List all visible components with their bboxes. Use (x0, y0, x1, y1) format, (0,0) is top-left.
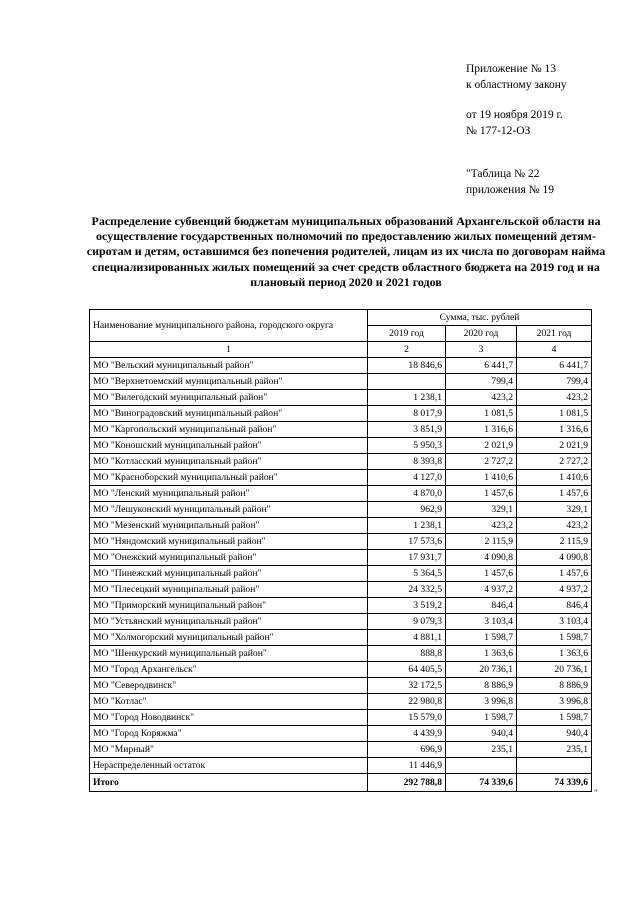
table-row (90, 566, 592, 582)
law-number: № 177-12-ОЗ (466, 125, 531, 137)
table-row (90, 406, 592, 422)
amount-2019: 22 980,8 (368, 694, 446, 710)
table-row (90, 486, 592, 502)
subvention-table (89, 309, 592, 792)
amount-2020: 1 363,6 (446, 646, 517, 662)
table-annex-ref: приложения № 19 (466, 184, 554, 196)
table-row (90, 358, 592, 374)
amount-2020: 940,4 (446, 726, 517, 742)
col-number-1: 1 (90, 342, 368, 358)
amount-2019: 696,9 (368, 742, 446, 758)
table-number: "Таблица № 22 (466, 168, 540, 180)
amount-2021: 940,4 (517, 726, 592, 742)
municipality-name: МО "Лешуконский муниципальный район" (90, 502, 368, 518)
amount-2019: 3 851,9 (368, 422, 446, 438)
amount-2020: 6 441,7 (446, 358, 517, 374)
table-row (90, 678, 592, 694)
amount-2020: 329,1 (446, 502, 517, 518)
document-title: Распределение субвенций бюджетам муниципальных образований Архангельской области на осуществление государственных полномочий по предоставлению жилых помещений детям-сиротам и детям, оставшимся без попечения родителей, лицам из их числа по договорам найма специализированных жилых помещений за счет средств областного бюджета на 2019 год и на плановый период 2020 и 2021 годов (86, 214, 606, 289)
law-date: от 19 ноября 2019 г. (466, 109, 563, 121)
table-row (90, 534, 592, 550)
municipality-name: МО "Город Коряжма" (90, 726, 368, 742)
amount-2019: 8 017,9 (368, 406, 446, 422)
table-row (90, 694, 592, 710)
table-row (90, 470, 592, 486)
table-row (90, 630, 592, 646)
amount-2019: 1 238,1 (368, 390, 446, 406)
municipality-name: МО "Вельский муниципальный район" (90, 358, 368, 374)
amount-2020: 8 886,9 (446, 678, 517, 694)
amount-2021: 2 727,2 (517, 454, 592, 470)
table-row (90, 598, 592, 614)
municipality-name: МО "Ленский муниципальный район" (90, 486, 368, 502)
amount-2019: 8 393,8 (368, 454, 446, 470)
amount-2019: 4 870,0 (368, 486, 446, 502)
amount-2020: 2 727,2 (446, 454, 517, 470)
table-row (90, 726, 592, 742)
amount-2021: 6 441,7 (517, 358, 592, 374)
amount-2021: 1 457,6 (517, 566, 592, 582)
total-row (90, 774, 592, 792)
municipality-name: МО "Котлас" (90, 694, 368, 710)
amount-2021: 1 457,6 (517, 486, 592, 502)
amount-2020: 4 090,8 (446, 550, 517, 566)
amount-2020: 1 457,6 (446, 486, 517, 502)
table-row (90, 454, 592, 470)
table-row (90, 662, 592, 678)
amount-2020: 846,4 (446, 598, 517, 614)
amount-2020: 3 996,8 (446, 694, 517, 710)
amount-2020: 3 103,4 (446, 614, 517, 630)
amount-2021: 1 316,6 (517, 422, 592, 438)
table-row (90, 710, 592, 726)
header-year-2021: 2021 год (517, 326, 592, 342)
amount-2021: 329,1 (517, 502, 592, 518)
amount-2021: 2 021,9 (517, 438, 592, 454)
amount-2020: 1 598,7 (446, 630, 517, 646)
amount-2021: 4 090,8 (517, 550, 592, 566)
amount-2019: 64 405,5 (368, 662, 446, 678)
amount-2020: 1 410,6 (446, 470, 517, 486)
amount-2021: 1 410,6 (517, 470, 592, 486)
amount-2020: 423,2 (446, 390, 517, 406)
municipality-name: МО "Пинежский муниципальный район" (90, 566, 368, 582)
table-row (90, 742, 592, 758)
amount-2019: 4 127,0 (368, 470, 446, 486)
amount-2020: 1 081,5 (446, 406, 517, 422)
header-year-2020: 2020 год (446, 326, 517, 342)
amount-2021: 235,1 (517, 742, 592, 758)
amount-2021: 2 115,9 (517, 534, 592, 550)
amount-2020: 423,2 (446, 518, 517, 534)
col-number-2: 2 (368, 342, 446, 358)
municipality-name: МО "Мезенский муниципальный район" (90, 518, 368, 534)
amount-2019: 17 931,7 (368, 550, 446, 566)
amount-2019: 5 364,5 (368, 566, 446, 582)
municipality-name: МО "Каргопольский муниципальный район" (90, 422, 368, 438)
amount-2021 (517, 758, 592, 774)
table-row (90, 422, 592, 438)
col-number-4: 4 (517, 342, 592, 358)
amount-2021: 846,4 (517, 598, 592, 614)
total-label: Итого (90, 774, 368, 792)
annex-law-ref: к областному закону (466, 79, 567, 91)
amount-2021: 1 598,7 (517, 710, 592, 726)
amount-2021: 799,4 (517, 374, 592, 390)
municipality-name: Нераспределенный остаток (90, 758, 368, 774)
amount-2019: 18 846,6 (368, 358, 446, 374)
amount-2019: 9 079,3 (368, 614, 446, 630)
municipality-name: МО "Город Новодвинск" (90, 710, 368, 726)
table-row (90, 502, 592, 518)
total-2021: 74 339,6 (517, 774, 592, 792)
municipality-name: МО "Котласский муниципальный район" (90, 454, 368, 470)
amount-2021: 1 363,6 (517, 646, 592, 662)
municipality-name: МО "Мирный" (90, 742, 368, 758)
amount-2020: 1 316,6 (446, 422, 517, 438)
amount-2019: 24 332,5 (368, 582, 446, 598)
annex-number: Приложение № 13 (466, 63, 556, 75)
amount-2021: 20 736,1 (517, 662, 592, 678)
amount-2020: 235,1 (446, 742, 517, 758)
amount-2019: 32 172,5 (368, 678, 446, 694)
table-row (90, 438, 592, 454)
municipality-name: МО "Няндомский муниципальный район" (90, 534, 368, 550)
amount-2019: 1 238,1 (368, 518, 446, 534)
table-row (90, 550, 592, 566)
total-2020: 74 339,6 (446, 774, 517, 792)
amount-2019: 3 519,2 (368, 598, 446, 614)
municipality-name: МО "Холмогорский муниципальный район" (90, 630, 368, 646)
amount-2020 (446, 758, 517, 774)
municipality-name: МО "Красноборский муниципальный район" (90, 470, 368, 486)
header-name-column: Наименование муниципального района, городского округа (90, 310, 368, 342)
amount-2021: 3 103,4 (517, 614, 592, 630)
amount-2019: 4 439,9 (368, 726, 446, 742)
amount-2020: 1 598,7 (446, 710, 517, 726)
closing-quote: " (594, 788, 598, 798)
amount-2019: 888,8 (368, 646, 446, 662)
header-sum: Сумма, тыс. рублей (368, 310, 592, 326)
total-2019: 292 788,8 (368, 774, 446, 792)
amount-2020: 2 115,9 (446, 534, 517, 550)
amount-2020: 1 457,6 (446, 566, 517, 582)
amount-2021: 1 598,7 (517, 630, 592, 646)
amount-2019: 5 950,3 (368, 438, 446, 454)
amount-2019: 962,9 (368, 502, 446, 518)
col-number-3: 3 (446, 342, 517, 358)
municipality-name: МО "Верхнетоемский муниципальный район" (90, 374, 368, 390)
municipality-name: МО "Онежский муниципальный район" (90, 550, 368, 566)
table-row (90, 758, 592, 774)
amount-2020: 20 736,1 (446, 662, 517, 678)
table-row (90, 646, 592, 662)
amount-2020: 4 937,2 (446, 582, 517, 598)
municipality-name: МО "Плесецкий муниципальный район" (90, 582, 368, 598)
amount-2019: 4 881,1 (368, 630, 446, 646)
amount-2021: 423,2 (517, 390, 592, 406)
amount-2020: 799,4 (446, 374, 517, 390)
municipality-name: МО "Шенкурский муниципальный район" (90, 646, 368, 662)
amount-2021: 4 937,2 (517, 582, 592, 598)
municipality-name: МО "Приморский муниципальный район" (90, 598, 368, 614)
amount-2021: 423,2 (517, 518, 592, 534)
amount-2019: 11 446,9 (368, 758, 446, 774)
table-row (90, 518, 592, 534)
municipality-name: МО "Устьянский муниципальный район" (90, 614, 368, 630)
amount-2021: 8 886,9 (517, 678, 592, 694)
municipality-name: МО "Северодвинск" (90, 678, 368, 694)
amount-2021: 3 996,8 (517, 694, 592, 710)
header-year-2019: 2019 год (368, 326, 446, 342)
amount-2020: 2 021,9 (446, 438, 517, 454)
table-row (90, 390, 592, 406)
amount-2019 (368, 374, 446, 390)
amount-2019: 17 573,6 (368, 534, 446, 550)
table-row (90, 374, 592, 390)
municipality-name: МО "Коношский муниципальный район" (90, 438, 368, 454)
table-row (90, 614, 592, 630)
amount-2019: 15 579,0 (368, 710, 446, 726)
amount-2021: 1 081,5 (517, 406, 592, 422)
municipality-name: МО "Вилегодский муниципальный район" (90, 390, 368, 406)
municipality-name: МО "Виноградовский муниципальный район" (90, 406, 368, 422)
table-row (90, 582, 592, 598)
municipality-name: МО "Город Архангельск" (90, 662, 368, 678)
